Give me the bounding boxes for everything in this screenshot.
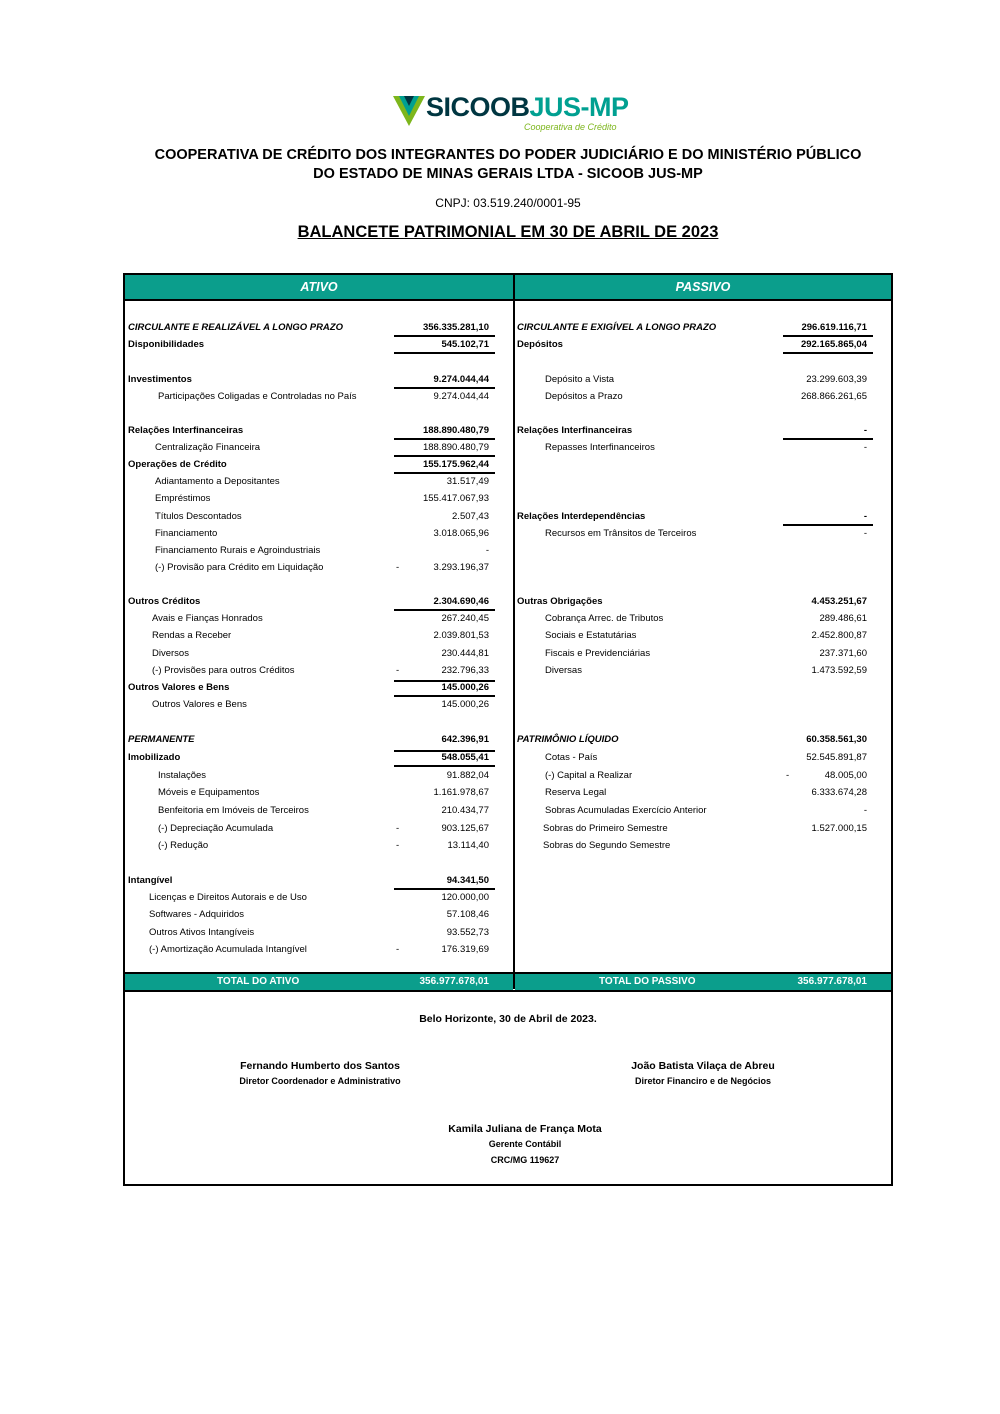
passivo-row-label: Relações Interdependências xyxy=(517,511,646,522)
ativo-row-value: 155.417.067,93 xyxy=(422,493,489,504)
ativo-row-value: 94.341,50 xyxy=(446,875,489,886)
passivo-row xyxy=(0,786,1000,800)
ativo-row-label: Outros Valores e Bens xyxy=(128,682,230,693)
ativo-row xyxy=(0,926,1000,940)
passivo-row-label: Cobrança Arrec. de Tributos xyxy=(545,613,664,624)
ativo-row-value: 3.018.065,96 xyxy=(433,528,489,539)
ativo-row xyxy=(0,492,1000,506)
ativo-subtotal-rule xyxy=(394,455,495,457)
totals-bottom-line xyxy=(125,990,891,992)
ativo-row-value: 2.039.801,53 xyxy=(433,630,489,641)
ativo-row-value: 548.055,41 xyxy=(441,752,489,763)
ativo-row xyxy=(0,458,1000,472)
passivo-subtotal-rule xyxy=(783,335,873,337)
passivo-row-value: 292.165.865,04 xyxy=(800,339,867,350)
passivo-row xyxy=(0,804,1000,818)
ativo-subtotal-rule xyxy=(394,387,495,389)
ativo-subtotal-rule xyxy=(394,438,495,440)
ativo-row-value: 642.396,91 xyxy=(441,734,489,745)
ativo-row-value: 91.882,04 xyxy=(446,770,489,781)
ativo-row-label: Softwares - Adquiridos xyxy=(149,909,245,920)
ativo-row-label: Outros Ativos Intangíveis xyxy=(149,927,255,938)
ativo-row-label: Centralização Financeira xyxy=(155,442,261,453)
ativo-row-label: Financiamento xyxy=(155,528,218,539)
ativo-row-value: 57.108,46 xyxy=(446,909,489,920)
ativo-row xyxy=(0,874,1000,888)
ativo-subtotal-rule xyxy=(394,609,495,611)
ativo-row xyxy=(0,891,1000,905)
ativo-row-value: 93.552,73 xyxy=(446,927,489,938)
passivo-row xyxy=(0,321,1000,335)
passivo-row-label: Sobras do Segundo Semestre xyxy=(543,840,671,851)
passivo-row-label: Repasses Interfinanceiros xyxy=(545,442,655,453)
passivo-row xyxy=(0,629,1000,643)
ativo-row-value: 903.125,67 xyxy=(441,823,489,834)
ativo-subtotal-rule xyxy=(394,335,495,337)
passivo-row-negative-sign: - xyxy=(786,770,790,781)
passivo-row xyxy=(0,839,1000,853)
passivo-row-label: (-) Capital a Realizar xyxy=(545,770,633,781)
ativo-row xyxy=(0,544,1000,558)
ativo-subtotal-rule xyxy=(394,352,495,354)
passivo-row xyxy=(0,390,1000,404)
passivo-row xyxy=(0,769,1000,783)
passivo-row xyxy=(0,595,1000,609)
passivo-row xyxy=(0,822,1000,836)
passivo-row-label: Reserva Legal xyxy=(545,787,607,798)
ativo-row-label: (-) Provisões para outros Créditos xyxy=(152,665,295,676)
total-ativo-bar xyxy=(125,974,513,990)
cnpj: CNPJ: 03.519.240/0001-95 xyxy=(435,196,581,210)
passivo-row xyxy=(0,373,1000,387)
ativo-row-label: PERMANENTE xyxy=(128,734,195,745)
ativo-row-negative-sign: - xyxy=(396,562,400,573)
ativo-row-label: Benfeitoria em Imóveis de Terceiros xyxy=(158,805,309,816)
ativo-row-label: Avais e Fianças Honrados xyxy=(152,613,263,624)
passivo-row-value: 4.453.251,67 xyxy=(811,596,867,607)
passivo-row-value: 52.545.891,87 xyxy=(806,752,867,763)
company-name-line1: COOPERATIVA DE CRÉDITO DOS INTEGRANTES DO PODER JUDICIÁRIO E DO MINISTÉRIO PÚBLICO xyxy=(154,147,862,163)
ativo-row-value: 1.161.978,67 xyxy=(433,787,489,798)
passivo-row xyxy=(0,441,1000,455)
logo-subtitle: Cooperativa de Crédito xyxy=(524,122,617,132)
passivo-row-value: 2.452.800,87 xyxy=(811,630,867,641)
ativo-row-value: 267.240,45 xyxy=(441,613,489,624)
passivo-row-value: 6.333.674,28 xyxy=(811,787,867,798)
passivo-row-value: 237.371,60 xyxy=(819,648,867,659)
passivo-row-label: Recursos em Trânsitos de Terceiros xyxy=(545,528,697,539)
ativo-row-label: Imobilizado xyxy=(128,752,181,763)
ativo-row-value: 13.114,40 xyxy=(447,840,489,851)
signatory-3-role: Gerente Contábil xyxy=(488,1139,562,1149)
ativo-row-value: 3.293.196,37 xyxy=(433,562,489,573)
ativo-row-label: Operações de Crédito xyxy=(128,459,227,470)
passivo-row xyxy=(0,751,1000,765)
total-passivo-value: 356.977.678,01 xyxy=(797,976,867,987)
total-ativo-label: TOTAL DO ATIVO xyxy=(217,976,300,987)
ativo-row-value: 9.274.044,44 xyxy=(433,374,489,385)
ativo-row-negative-sign: - xyxy=(396,665,400,676)
ativo-row-label: Licenças e Direitos Autorais e de Uso xyxy=(149,892,307,903)
total-passivo-label: TOTAL DO PASSIVO xyxy=(599,976,696,987)
sicoob-logo-icon xyxy=(392,94,426,130)
passivo-row-label: Fiscais e Previdenciárias xyxy=(545,648,651,659)
place-date: Belo Horizonte, 30 de Abril de 2023. xyxy=(419,1013,597,1025)
ativo-row-label: Títulos Descontados xyxy=(155,511,242,522)
ativo-row-value: 356.335.281,10 xyxy=(422,322,489,333)
passivo-row-label: CIRCULANTE E EXIGÍVEL A LONGO PRAZO xyxy=(517,322,717,333)
passivo-row-label: Depósitos a Prazo xyxy=(545,391,623,402)
ativo-row-value: 188.890.480,79 xyxy=(422,425,489,436)
header-divider xyxy=(125,299,891,301)
passivo-row xyxy=(0,527,1000,541)
passivo-row-label: PATRIMÔNIO LÍQUIDO xyxy=(517,734,619,745)
ativo-row-label: Instalações xyxy=(158,770,207,781)
passivo-row-value: 60.358.561,30 xyxy=(806,734,867,745)
ativo-row-value: - xyxy=(485,545,489,556)
ativo-subtotal-rule xyxy=(394,680,495,682)
ativo-row-value: 2.304.690,46 xyxy=(433,596,489,607)
ativo-row-label: (-) Amortização Acumulada Intangível xyxy=(149,944,307,955)
ativo-row xyxy=(0,681,1000,695)
passivo-row xyxy=(0,647,1000,661)
ativo-row-negative-sign: - xyxy=(396,840,400,851)
ativo-row-label: Empréstimos xyxy=(155,493,211,504)
ativo-row-value: 545.102,71 xyxy=(441,339,489,350)
ativo-row-value: 9.274.044,44 xyxy=(433,391,489,402)
passivo-row-value: - xyxy=(863,442,867,453)
balance-table xyxy=(123,273,893,1186)
company-name-line2: DO ESTADO DE MINAS GERAIS LTDA - SICOOB JUS-MP xyxy=(313,166,703,182)
ativo-row-negative-sign: - xyxy=(396,823,400,834)
ativo-row xyxy=(0,475,1000,489)
ativo-row-value: 155.175.962,44 xyxy=(422,459,489,470)
passivo-row xyxy=(0,510,1000,524)
passivo-row-value: 296.619.116,71 xyxy=(801,322,867,333)
ativo-row-label: Diversos xyxy=(152,648,189,659)
passivo-header: PASSIVO xyxy=(515,275,891,299)
ativo-row-label: Participações Coligadas e Controladas no País xyxy=(158,391,357,402)
passivo-row-value: - xyxy=(863,528,867,539)
passivo-subtotal-rule xyxy=(783,352,873,354)
signatory-1-name: Fernando Humberto dos Santos xyxy=(240,1060,400,1072)
passivo-row-label: Sobras Acumuladas Exercício Anterior xyxy=(545,805,707,816)
ativo-row xyxy=(0,943,1000,957)
passivo-row xyxy=(0,338,1000,352)
total-ativo-value: 356.977.678,01 xyxy=(419,976,489,987)
passivo-row-label: Diversas xyxy=(545,665,582,676)
passivo-row xyxy=(0,664,1000,678)
ativo-row-label: Intangível xyxy=(128,875,173,886)
ativo-subtotal-rule xyxy=(394,765,495,767)
logo-text: SICOOBJUS-MP xyxy=(426,92,629,122)
passivo-row-value: 48.005,00 xyxy=(824,770,867,781)
passivo-row-label: Depósito a Vista xyxy=(545,374,615,385)
ativo-row-label: Outros Valores e Bens xyxy=(152,699,247,710)
ativo-header: ATIVO xyxy=(125,275,513,299)
ativo-row-label: Móveis e Equipamentos xyxy=(158,787,260,798)
logo xyxy=(392,92,632,136)
ativo-row-label: (-) Provisão para Crédito em Liquidação xyxy=(155,562,324,573)
passivo-row-value: 268.866.261,65 xyxy=(800,391,867,402)
ativo-row-label: Adiantamento a Depositantes xyxy=(155,476,280,487)
passivo-subtotal-rule xyxy=(783,524,873,526)
passivo-row-label: Depósitos xyxy=(517,339,563,350)
passivo-row-value: 289.486,61 xyxy=(819,613,867,624)
ativo-row-value: 188.890.480,79 xyxy=(422,442,489,453)
ativo-row-label: Disponibilidades xyxy=(128,339,205,350)
passivo-row-label: Sobras do Primeiro Semestre xyxy=(543,823,668,834)
ativo-row xyxy=(0,908,1000,922)
ativo-row-label: Investimentos xyxy=(128,374,192,385)
passivo-row xyxy=(0,424,1000,438)
passivo-row-value: - xyxy=(863,805,867,816)
signatory-3-crc: CRC/MG 119627 xyxy=(490,1155,560,1165)
ativo-row xyxy=(0,561,1000,575)
ativo-row-value: 145.000,26 xyxy=(441,699,489,710)
passivo-row-label: Outras Obrigações xyxy=(517,596,603,607)
ativo-row-label: Rendas a Receber xyxy=(152,630,232,641)
signatory-2-role: Diretor Financiro e de Negócios xyxy=(634,1076,772,1086)
ativo-row-value: 230.444,81 xyxy=(441,648,489,659)
passivo-row-label: Sociais e Estatutárias xyxy=(545,630,637,641)
ativo-row-label: Relações Interfinanceiras xyxy=(128,425,244,436)
passivo-row-value: 1.473.592,59 xyxy=(811,665,867,676)
report-title: BALANCETE PATRIMONIAL EM 30 DE ABRIL DE 2023 xyxy=(297,223,719,241)
ativo-row-value: 145.000,26 xyxy=(441,682,489,693)
signatory-1-role: Diretor Coordenador e Administrativo xyxy=(239,1076,401,1086)
passivo-row xyxy=(0,733,1000,747)
passivo-row-value: 23.299.603,39 xyxy=(806,374,867,385)
ativo-subtotal-rule xyxy=(394,888,495,890)
ativo-row-label: Outros Créditos xyxy=(128,596,201,607)
signatory-3-name: Kamila Juliana de França Mota xyxy=(448,1123,602,1135)
ativo-row-value: 2.507,43 xyxy=(452,511,489,522)
ativo-row-value: 232.796,33 xyxy=(441,665,489,676)
passivo-row-label: Relações Interfinanceiras xyxy=(517,425,633,436)
ativo-row-label: (-) Depreciação Acumulada xyxy=(158,823,274,834)
passivo-row-value: - xyxy=(863,425,867,436)
passivo-row-label: Cotas - País xyxy=(545,752,598,763)
ativo-row xyxy=(0,698,1000,712)
ativo-row-label: (-) Redução xyxy=(158,840,209,851)
passivo-row-value: 1.527.000,15 xyxy=(811,823,867,834)
total-passivo-bar xyxy=(515,974,891,990)
ativo-row-value: 120.000,00 xyxy=(441,892,489,903)
ativo-row-value: 210.434,77 xyxy=(441,805,489,816)
ativo-row-label: CIRCULANTE E REALIZÁVEL A LONGO PRAZO xyxy=(128,322,343,333)
ativo-subtotal-rule xyxy=(394,472,495,474)
ativo-row-value: 176.319,69 xyxy=(441,944,489,955)
ativo-row-negative-sign: - xyxy=(396,944,400,955)
signatory-2-name: João Batista Vilaça de Abreu xyxy=(631,1060,775,1072)
ativo-subtotal-rule xyxy=(394,695,495,697)
passivo-subtotal-rule xyxy=(783,438,873,440)
passivo-row xyxy=(0,612,1000,626)
ativo-row-label: Financiamento Rurais e Agroindustriais xyxy=(155,545,321,556)
ativo-row-value: 31.517,49 xyxy=(446,476,489,487)
passivo-row-value: - xyxy=(863,511,867,522)
